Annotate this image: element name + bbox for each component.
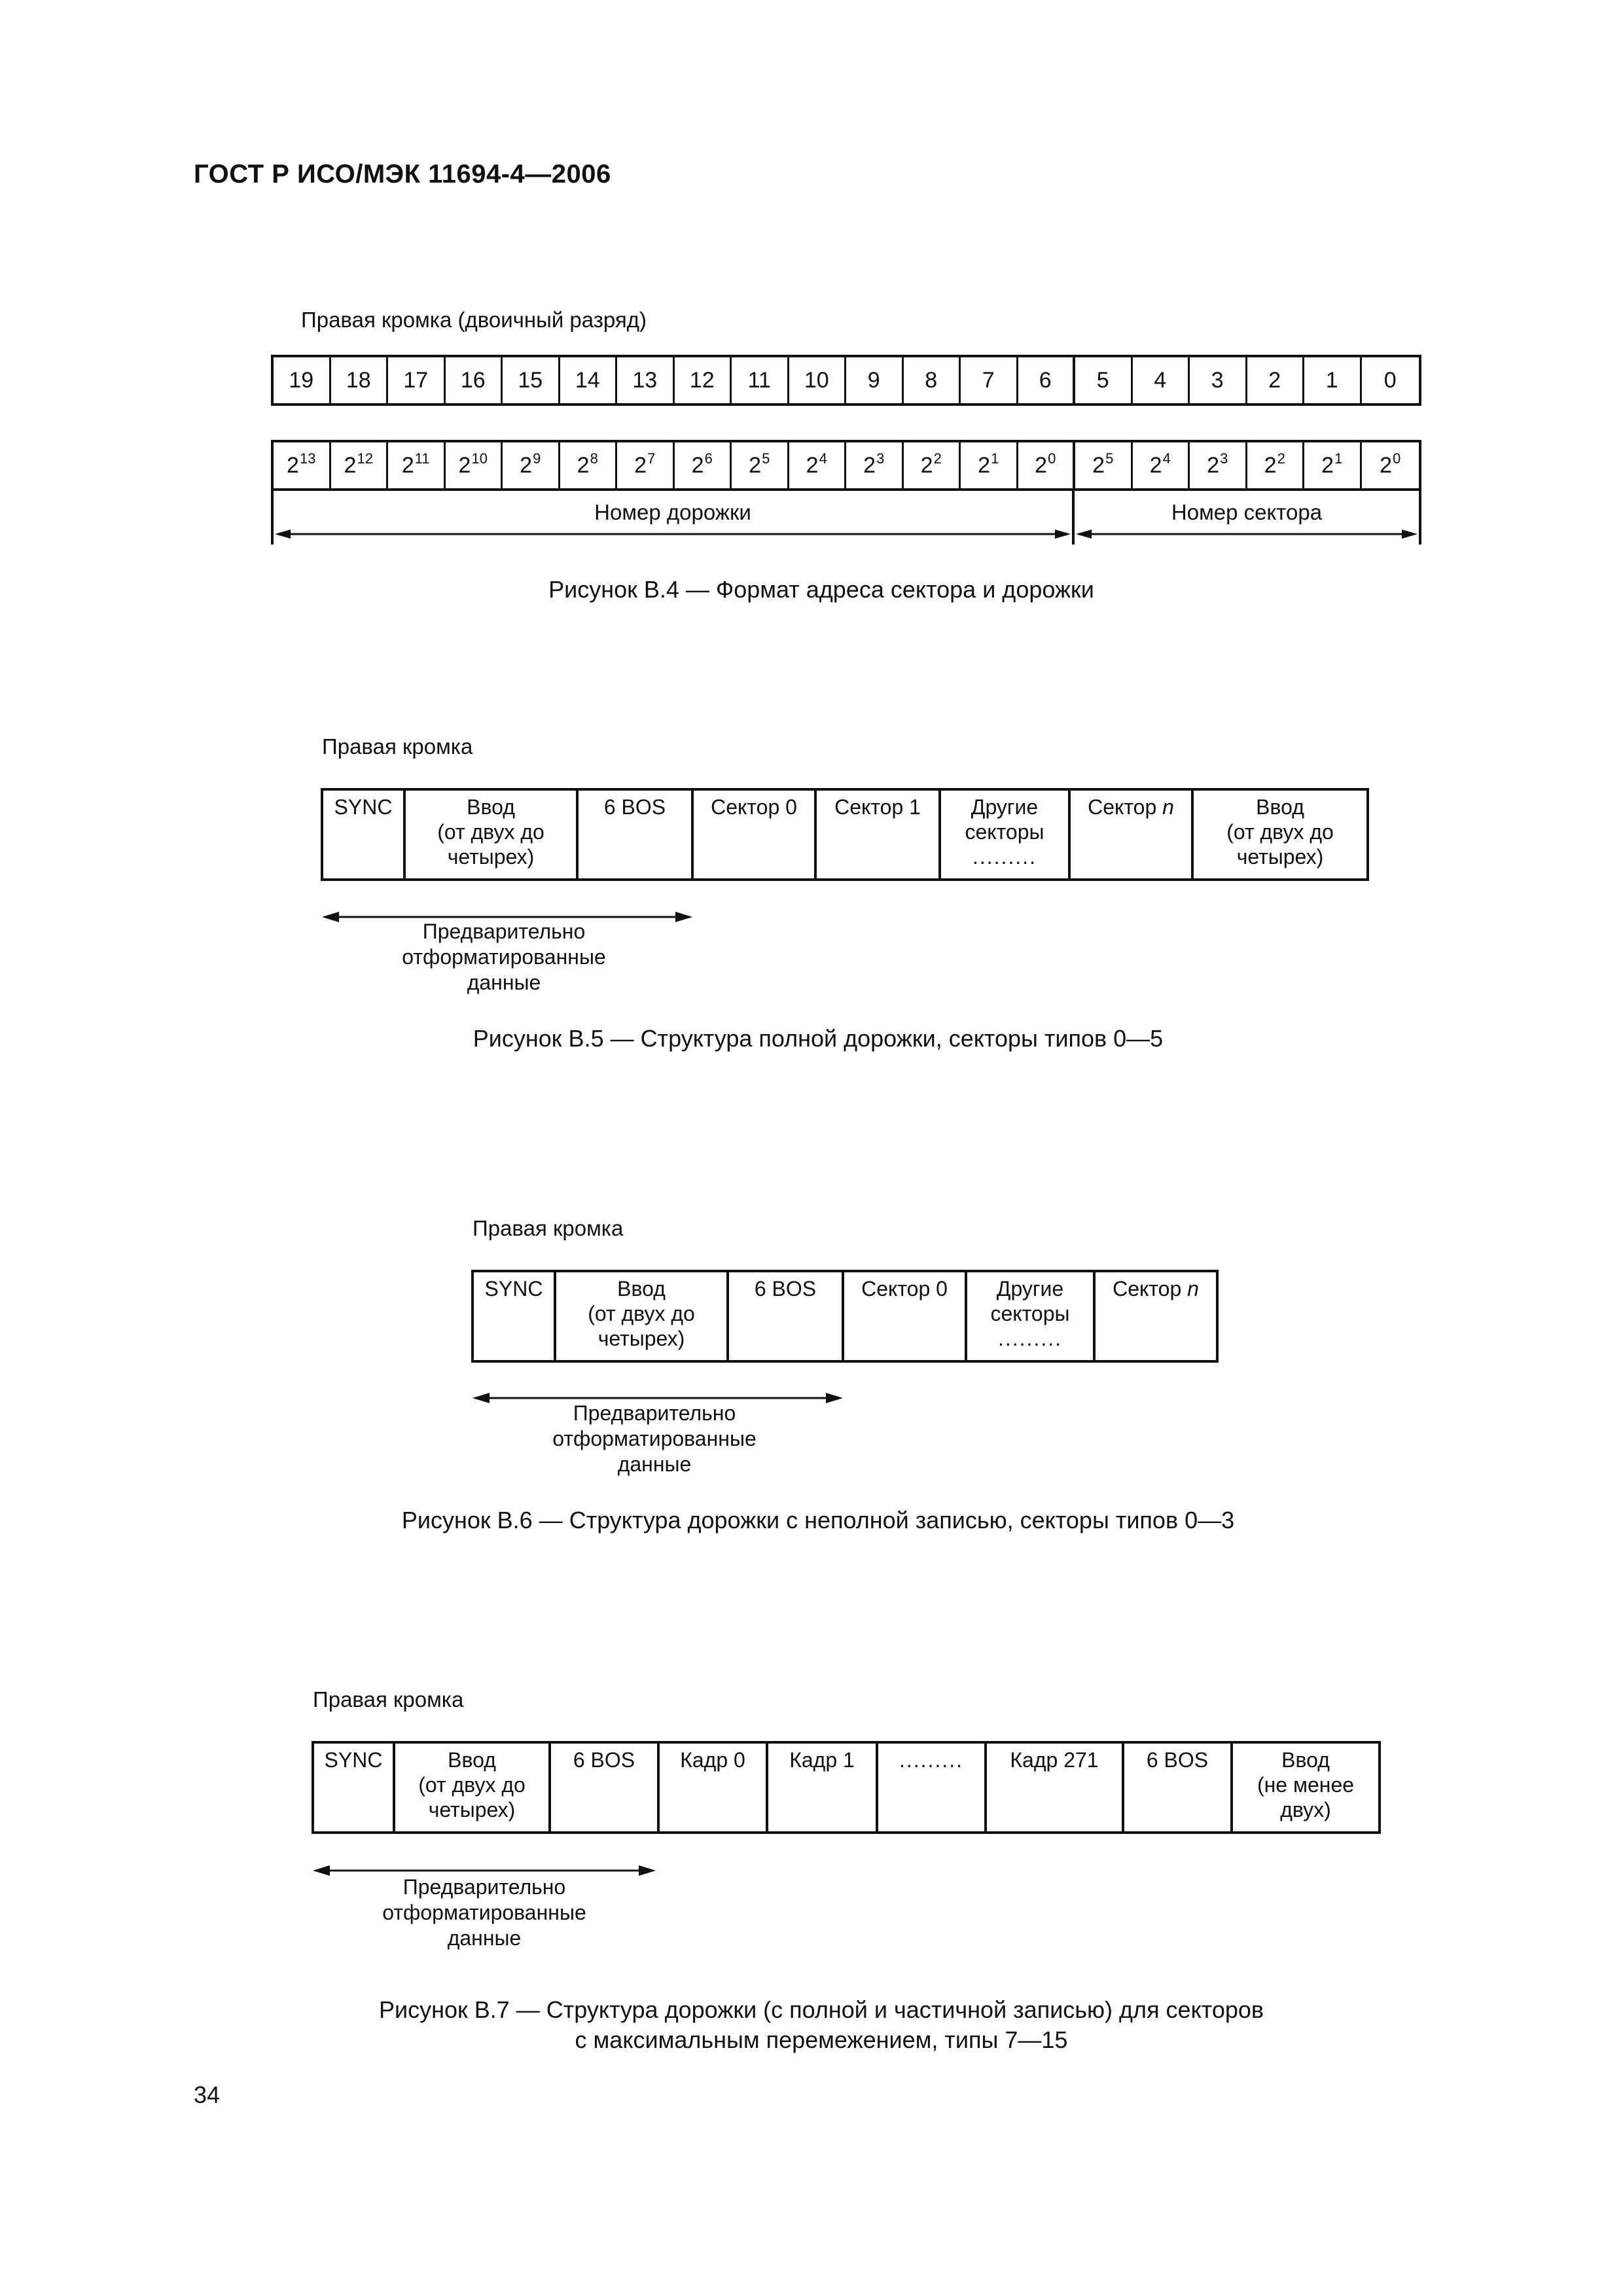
bit-number-cell: 19	[274, 357, 331, 403]
fig5-track-table	[321, 788, 1369, 881]
bit-number-cell: 6	[1018, 357, 1076, 403]
fig5-preformat-label: Предварительно отформатированные данные	[402, 920, 606, 994]
bit-weight-row	[271, 440, 1421, 491]
bit-weight-exponent: 5	[1105, 450, 1114, 467]
page-number: 34	[194, 2081, 221, 2108]
bit-weight-base: 2	[691, 452, 704, 478]
track-number-arrow	[274, 528, 1072, 541]
bit-number-cell: 2	[1247, 357, 1305, 403]
bit-weight-base: 2	[401, 452, 414, 478]
fig5-cell-sector-1: Сектор 1	[815, 789, 940, 880]
bit-weight-cell	[446, 442, 503, 488]
bit-weight-exponent: 4	[1162, 450, 1171, 467]
bit-weight-exponent: 13	[299, 450, 316, 467]
bit-weight-base: 2	[1092, 452, 1105, 478]
fig7-caption-line2: с максимальным перемежением, типы 7—15	[575, 2026, 1068, 2053]
bit-weight-exponent: 11	[414, 450, 430, 467]
bit-number-cell: 12	[675, 357, 732, 403]
fig6-edge-label: Правая кромка	[473, 1216, 624, 1240]
fig6-track-table	[471, 1270, 1219, 1363]
fig7-cell-frame-1: Кадр 1	[767, 1742, 877, 1833]
bit-weight-base: 2	[806, 452, 819, 478]
bit-weight-base: 2	[1207, 452, 1220, 478]
bit-weight-base: 2	[287, 452, 299, 478]
bit-number-cell: 7	[961, 357, 1018, 403]
bit-weight-cell	[904, 442, 961, 488]
bit-weight-cell	[1190, 442, 1247, 488]
bit-weight-base: 2	[920, 452, 933, 478]
fig5-edge-label: Правая кромка	[322, 734, 473, 759]
bit-number-cell: 4	[1133, 357, 1190, 403]
bit-weight-exponent: 0	[1048, 450, 1056, 467]
sector-number-arrow	[1075, 528, 1419, 541]
bit-weight-base: 2	[458, 452, 471, 478]
bit-weight-cell	[503, 442, 560, 488]
fig6-caption: Рисунок В.6 — Структура дорожки с неполной записью, секторы типов 0—3	[401, 1507, 1235, 1534]
bit-weight-cell	[331, 442, 389, 488]
bit-weight-cell	[789, 442, 847, 488]
bit-number-cell: 18	[331, 357, 389, 403]
fig7-cell-frame-0: Кадр 0	[658, 1742, 767, 1833]
track-number-span	[271, 491, 1075, 545]
track-number-label: Номер дорожки	[594, 500, 751, 524]
bit-number-cell: 17	[388, 357, 446, 403]
bit-weight-exponent: 2	[1277, 450, 1285, 467]
bit-weight-exponent: 3	[876, 450, 885, 467]
fig7-cell-bos-end: 6 BOS	[1123, 1742, 1232, 1833]
fig6-cell-sector-0: Сектор 0	[843, 1271, 966, 1361]
fig7-cell-frame-271: Кадр 271	[986, 1742, 1123, 1833]
bit-number-cell: 5	[1075, 357, 1133, 403]
bit-weight-base: 2	[978, 452, 991, 478]
bit-weight-base: 2	[577, 452, 590, 478]
document-header: ГОСТ Р ИСО/МЭК 11694-4—2006	[194, 160, 611, 188]
bit-number-cell: 8	[904, 357, 961, 403]
bit-weight-base: 2	[1035, 452, 1048, 478]
bit-weight-base: 2	[1321, 452, 1334, 478]
bit-number-cell: 15	[503, 357, 560, 403]
bit-weight-exponent: 9	[533, 450, 541, 467]
bit-weight-base: 2	[863, 452, 876, 478]
bit-number-cell: 0	[1383, 367, 1397, 393]
bit-number-cell: 13	[617, 357, 675, 403]
fig7-edge-label: Правая кромка	[313, 1687, 464, 1712]
fig7-track-table	[312, 1741, 1381, 1834]
bit-weight-exponent: 6	[704, 450, 713, 467]
bit-weight-base: 2	[749, 452, 762, 478]
bit-weight-exponent: 7	[647, 450, 656, 467]
bit-weight-cell	[560, 442, 618, 488]
bit-weight-base: 2	[344, 452, 357, 478]
bit-weight-exponent: 10	[471, 450, 488, 467]
bit-weight-cell	[1133, 442, 1190, 488]
fig7-cell-leadout: Ввод (не менее двух)	[1232, 1742, 1380, 1833]
bit-number-cell: 14	[560, 357, 618, 403]
fig5-cell-leadout: Ввод (от двух до четырех)	[1192, 789, 1368, 880]
bit-number-cell: 10	[789, 357, 847, 403]
bit-weight-exponent: 8	[590, 450, 598, 467]
bit-weight-exponent: 12	[357, 450, 373, 467]
bit-weight-cell	[1362, 442, 1419, 488]
fig7-caption-line1: Рисунок В.7 — Структура дорожки (с полной и частичной записью) для секторов	[378, 1996, 1264, 2023]
bit-weight-exponent: 5	[762, 450, 770, 467]
bit-weight-base: 2	[634, 452, 647, 478]
bit-weight-cell	[388, 442, 446, 488]
fig6-cell-bos: 6 BOS	[728, 1271, 843, 1361]
bit-weight-exponent: 3	[1220, 450, 1228, 467]
bit-weight-exponent: 4	[819, 450, 827, 467]
bit-weight-cell	[617, 442, 675, 488]
bit-number-cell: 11	[732, 357, 789, 403]
bit-weight-exponent: 2	[933, 450, 942, 467]
bit-weight-base: 2	[1380, 452, 1393, 478]
bit-weight-exponent: 1	[1334, 450, 1343, 467]
fig6-cell-other-sectors: Другие секторы .........	[966, 1271, 1094, 1361]
fig6-cell-sync: SYNC	[473, 1271, 555, 1361]
fig6-cell-sector-n: Сектор n	[1094, 1271, 1217, 1361]
bit-weight-cell	[732, 442, 789, 488]
bit-weight-base: 2	[520, 452, 533, 478]
fig5-cell-sync: SYNC	[322, 789, 404, 880]
bit-weight-exponent: 0	[1393, 450, 1401, 467]
bit-number-cell: 3	[1190, 357, 1247, 403]
bit-number-cell: 1	[1304, 357, 1362, 403]
bit-weight-base: 2	[1264, 452, 1277, 478]
fig5-cell-bos: 6 BOS	[577, 789, 692, 880]
bit-number-cell: 9	[846, 357, 904, 403]
bit-weight-base: 2	[1149, 452, 1162, 478]
bit-weight-cell	[1018, 442, 1076, 488]
bit-weight-cell	[1304, 442, 1362, 488]
fig6-preformat-label: Предварительно отформатированные данные	[552, 1401, 757, 1476]
bit-weight-cell	[961, 442, 1018, 488]
fig5-caption: Рисунок В.5 — Структура полной дорожки, секторы типов 0—5	[473, 1025, 1164, 1052]
bit-number-row	[271, 355, 1421, 406]
fig7-cell-leadin: Ввод (от двух до четырех)	[394, 1742, 550, 1833]
bit-weight-cell	[675, 442, 732, 488]
bit-weight-exponent: 1	[991, 450, 999, 467]
fig7-cell-ellipsis: .........	[877, 1742, 986, 1833]
fig7-cell-sync: SYNC	[313, 1742, 394, 1833]
fig7-preformat-label: Предварительно отформатированные данные	[382, 1875, 586, 1950]
bit-weight-cell	[274, 442, 331, 488]
fig5-cell-sector-0: Сектор 0	[692, 789, 815, 880]
fig5-cell-sector-n: Сектор n	[1069, 789, 1192, 880]
fig4-caption: Рисунок В.4 — Формат адреса сектора и дорожки	[548, 576, 1094, 603]
fig5-cell-leadin: Ввод (от двух до четырех)	[404, 789, 577, 880]
sector-number-span	[1072, 491, 1421, 545]
sector-number-label: Номер сектора	[1171, 500, 1323, 524]
bit-weight-cell	[846, 442, 904, 488]
fig5-cell-other-sectors: Другие секторы .........	[940, 789, 1069, 880]
fig7-cell-bos-start: 6 BOS	[550, 1742, 658, 1833]
fig4-edge-label: Правая кромка (двоичный разряд)	[301, 308, 647, 332]
fig6-cell-leadin: Ввод (от двух до четырех)	[555, 1271, 728, 1361]
bit-weight-cell	[1247, 442, 1305, 488]
bit-number-cell: 16	[446, 357, 503, 403]
bit-weight-cell	[1075, 442, 1133, 488]
